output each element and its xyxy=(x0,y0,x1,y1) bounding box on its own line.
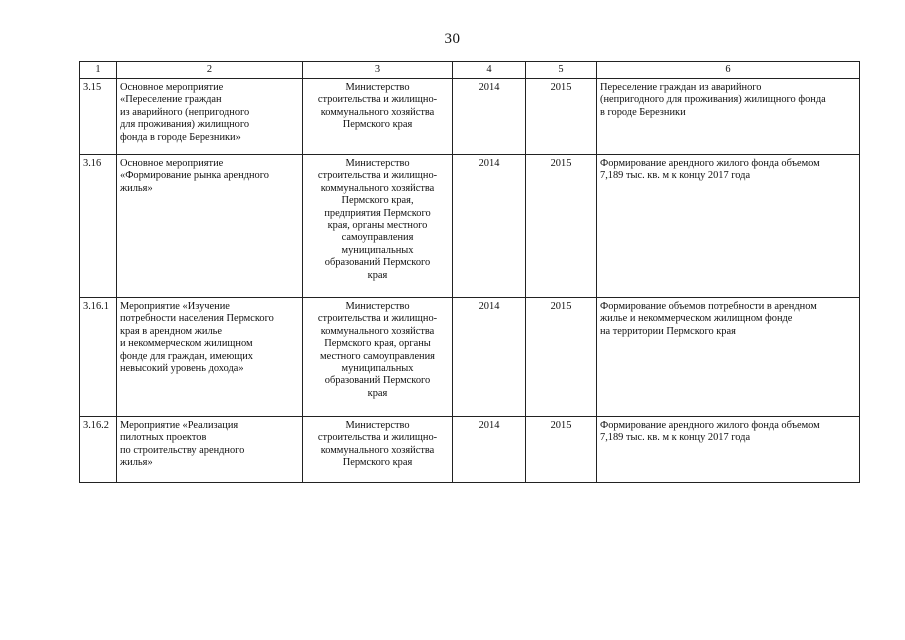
header-col-2: 2 xyxy=(117,62,303,79)
expected-result xyxy=(597,79,860,155)
expected-result xyxy=(597,298,860,417)
executor xyxy=(303,298,453,417)
measure-name-text: Мероприятие «Реализация пилотных проектов по строительству арендного жилья» xyxy=(120,420,245,469)
start-year-text: 2014 xyxy=(478,158,500,169)
expected-result-text: Формирование арендного жилого фонда объемом 7,189 тыс. кв. м к концу 2017 года xyxy=(600,158,820,182)
end-year-text: 2015 xyxy=(550,158,572,169)
table-body xyxy=(80,79,860,483)
measure-name-text: Основное мероприятие «Формирование рынка арендного жилья» xyxy=(120,158,269,194)
table-row xyxy=(80,298,860,417)
measure-name xyxy=(117,155,303,298)
header-col-4: 4 xyxy=(453,62,526,79)
end-year xyxy=(526,155,597,298)
start-year xyxy=(453,79,526,155)
row-number xyxy=(80,298,117,417)
start-year xyxy=(453,417,526,483)
start-year xyxy=(453,155,526,298)
end-year xyxy=(526,298,597,417)
expected-result-text: Переселение граждан из аварийного (непригодного для проживания) жилищного фонда в городе Березники xyxy=(600,82,826,118)
executor xyxy=(303,155,453,298)
start-year xyxy=(453,298,526,417)
header-row xyxy=(80,62,860,79)
row-number-text: 3.16 xyxy=(83,158,102,169)
expected-result-text: Формирование арендного жилого фонда объемом 7,189 тыс. кв. м к концу 2017 года xyxy=(600,420,820,444)
measure-name xyxy=(117,298,303,417)
executor-text: Министерство строительства и жилищно- коммунального хозяйства Пермского края, предприятия Пермского края, органы местного самоуправления муниципальных образований Пермского края xyxy=(317,158,438,281)
header-col-5: 5 xyxy=(526,62,597,79)
row-number xyxy=(80,155,117,298)
executor-text: Министерство строительства и жилищно- коммунального хозяйства Пермского края xyxy=(317,420,438,469)
table-row xyxy=(80,155,860,298)
executor-text: Министерство строительства и жилищно- коммунального хозяйства Пермского края xyxy=(317,82,438,131)
header-col-3: 3 xyxy=(303,62,453,79)
end-year xyxy=(526,79,597,155)
measure-name-text: Мероприятие «Изучение потребности населения Пермского края в арендном жилье и некоммерческом жилищном фонде для граждан, имеющих невысокий уровень дохода» xyxy=(120,301,274,375)
table-row xyxy=(80,79,860,155)
row-number xyxy=(80,79,117,155)
measure-name-text: Основное мероприятие «Переселение граждан из аварийного (непригодного для проживания) жилищного фонда в городе Березники» xyxy=(120,82,250,143)
row-number xyxy=(80,417,117,483)
row-number-text: 3.16.1 xyxy=(83,301,109,312)
measures-table xyxy=(79,61,860,483)
row-number-text: 3.15 xyxy=(83,82,102,93)
expected-result xyxy=(597,417,860,483)
measure-name xyxy=(117,417,303,483)
header-col-6: 6 xyxy=(597,62,860,79)
start-year-text: 2014 xyxy=(478,420,500,431)
start-year-text: 2014 xyxy=(478,301,500,312)
end-year-text: 2015 xyxy=(550,301,572,312)
expected-result xyxy=(597,155,860,298)
table-row xyxy=(80,417,860,483)
end-year-text: 2015 xyxy=(550,420,572,431)
start-year-text: 2014 xyxy=(478,82,500,93)
header-col-1: 1 xyxy=(80,62,117,79)
page-number: 30 xyxy=(444,31,461,47)
end-year-text: 2015 xyxy=(550,82,572,93)
row-number-text: 3.16.2 xyxy=(83,420,109,431)
measure-name xyxy=(117,79,303,155)
table-header xyxy=(80,62,860,79)
executor xyxy=(303,79,453,155)
end-year xyxy=(526,417,597,483)
expected-result-text: Формирование объемов потребности в арендном жилье и некоммерческом жилищном фонде на территории Пермского края xyxy=(600,301,817,337)
executor-text: Министерство строительства и жилищно- коммунального хозяйства Пермского края, органы местного самоуправления муниципальных образований Пермского края xyxy=(317,301,438,399)
executor xyxy=(303,417,453,483)
